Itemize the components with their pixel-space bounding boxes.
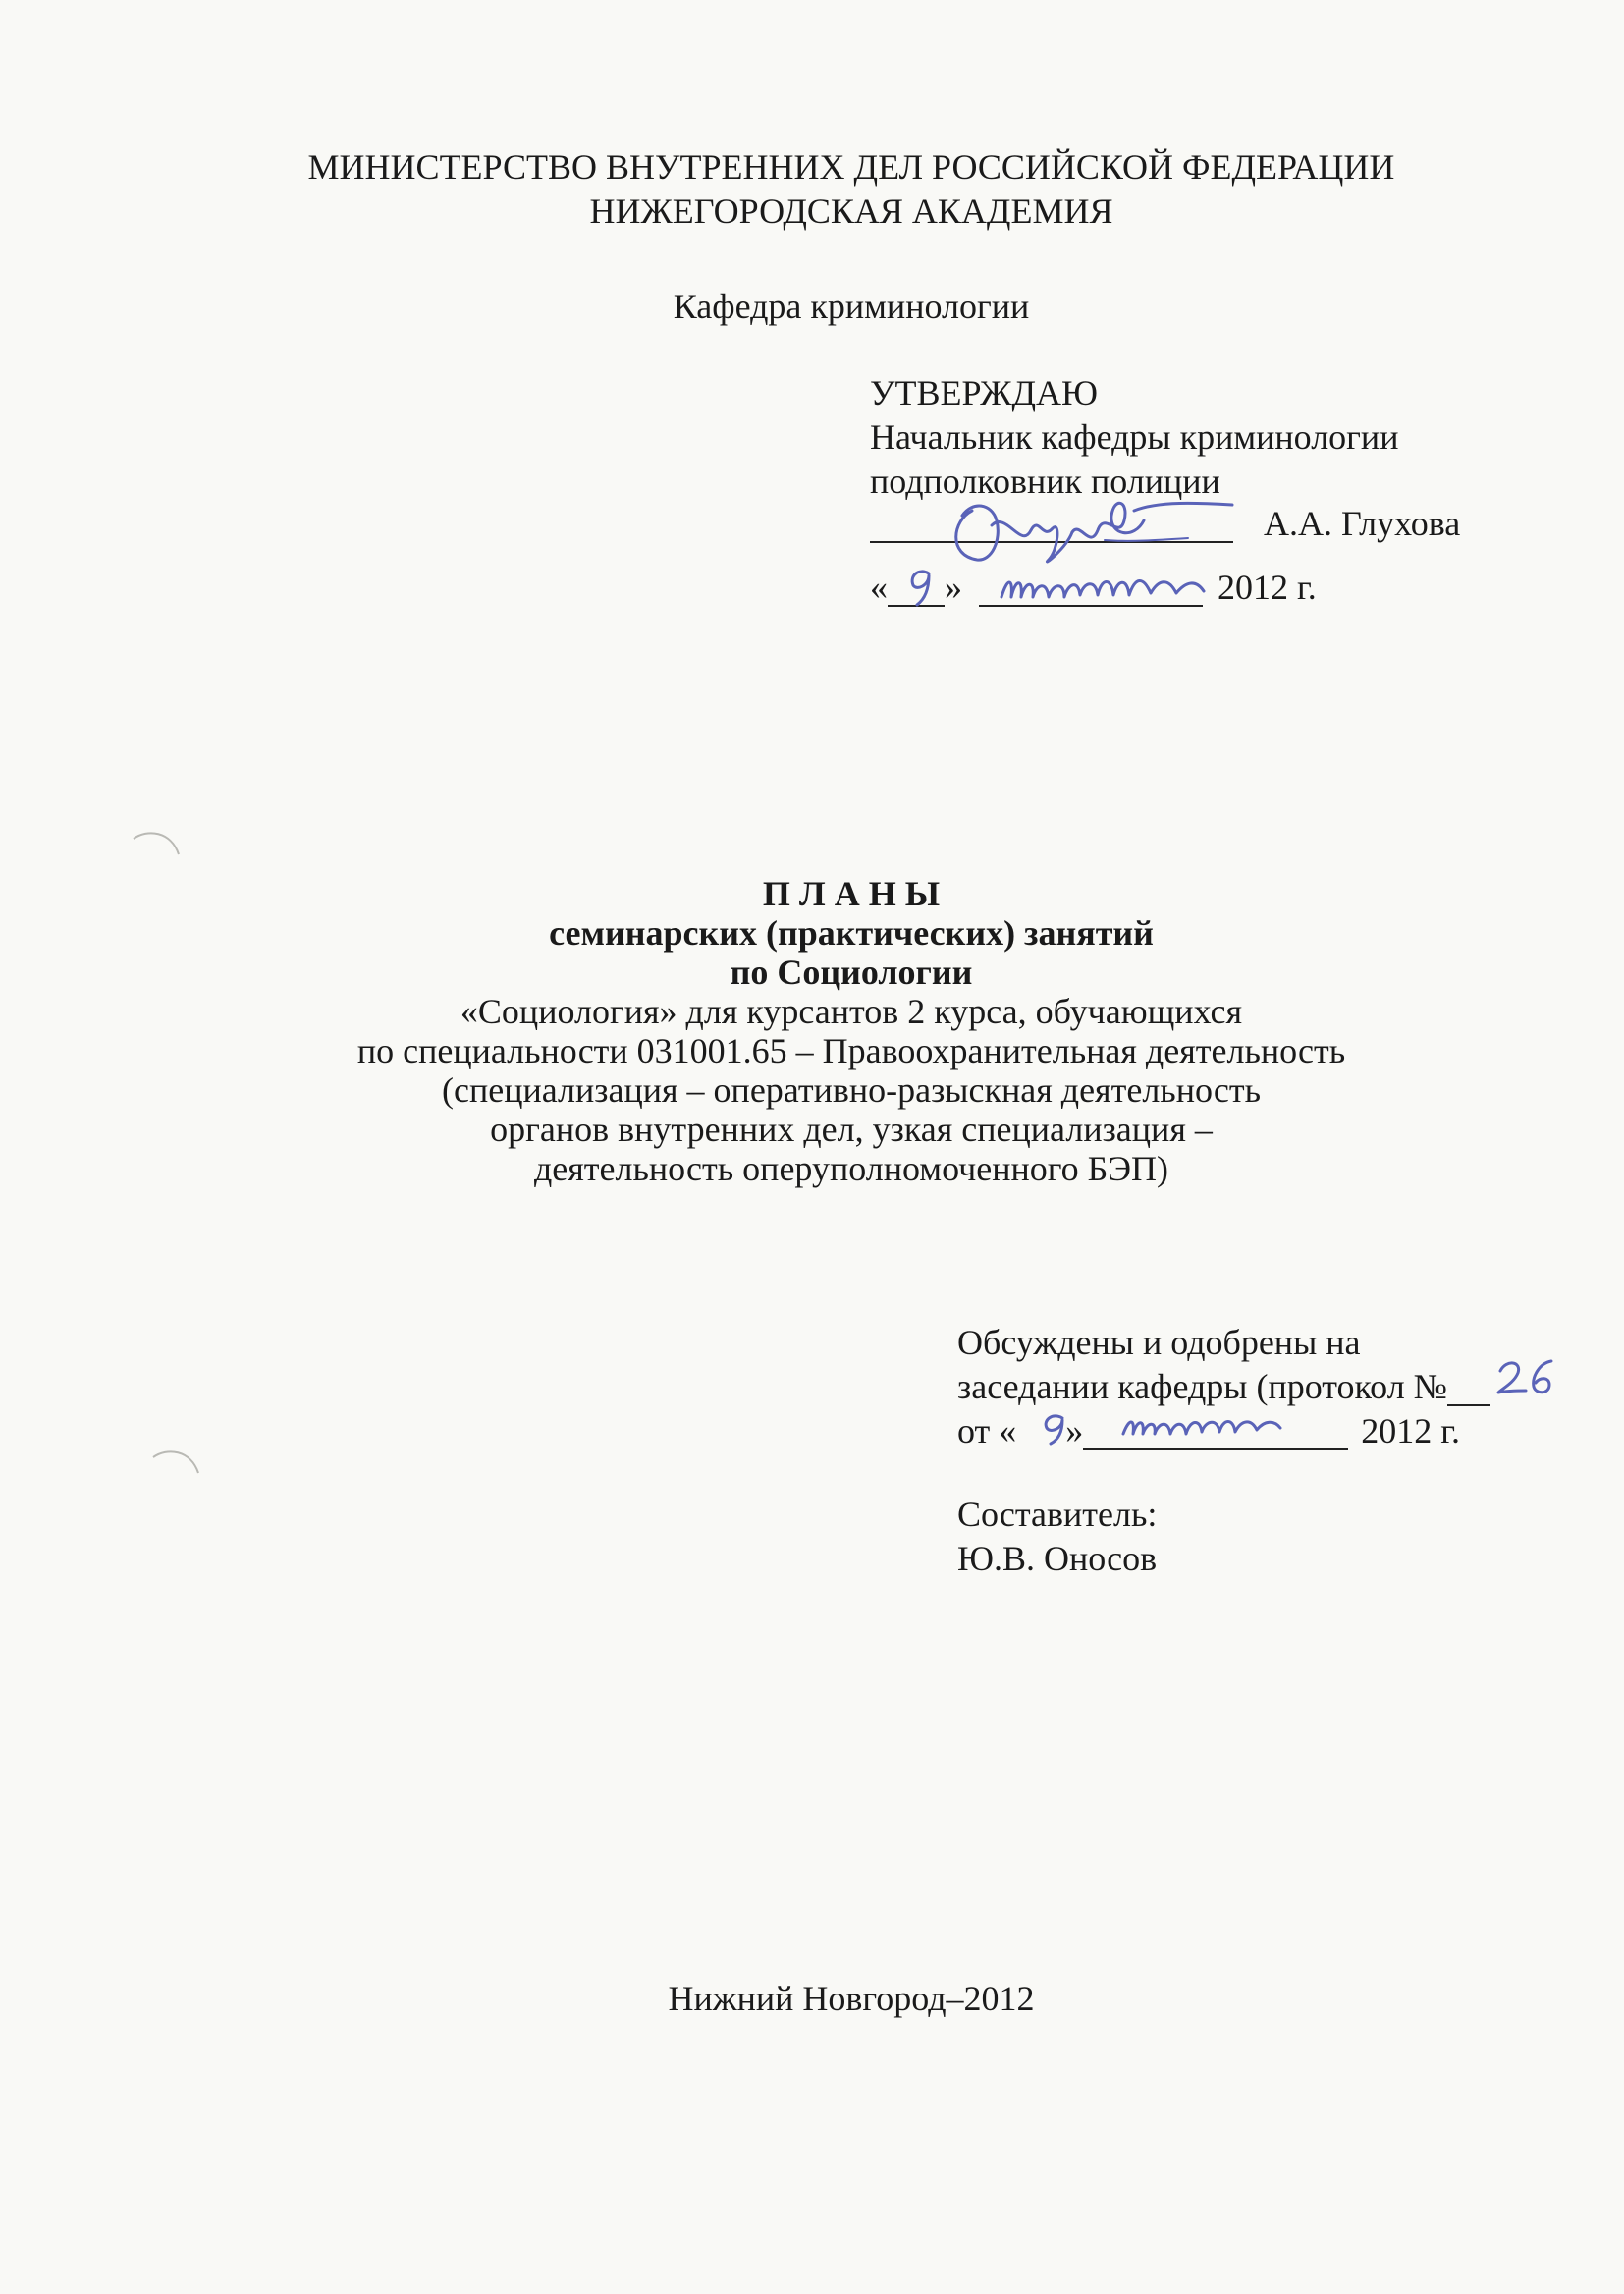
discussion-protocol-text: заседании кафедры (протокол №: [957, 1367, 1448, 1406]
discussion-line-1: Обсуждены и одобрены на: [957, 1323, 1361, 1362]
protocol-number-line: [1447, 1371, 1490, 1406]
plan-subject: по Социологии: [730, 953, 973, 992]
punch-hole-mark-bottom: [147, 1444, 206, 1483]
handwritten-signature: [933, 481, 1247, 574]
academy-heading: НИЖЕГОРОДСКАЯ АКАДЕМИЯ: [589, 191, 1113, 231]
approver-position: Начальник кафедры криминологии: [870, 417, 1399, 457]
plan-title: П Л А Н Ы: [762, 874, 941, 913]
author-name: Ю.В. Оносов: [957, 1539, 1158, 1578]
department-name: Кафедра криминологии: [673, 287, 1030, 326]
ministry-heading: МИНИСТЕРСТВО ВНУТРЕННИХ ДЕЛ РОССИЙСКОЙ ФЕДЕРАЦИИ: [307, 147, 1395, 187]
discussion-date-mid: »: [1065, 1411, 1084, 1450]
approval-date-close-quote: »: [945, 568, 962, 607]
discussion-line-2: [957, 1367, 1490, 1406]
handwritten-approval-day: [897, 562, 947, 611]
handwritten-approval-month: [996, 568, 1212, 611]
discussion-date-prefix: от «: [957, 1411, 1017, 1450]
discussion-year: 2012 г.: [1361, 1411, 1460, 1450]
plan-line-5: деятельность оперуполномоченного БЭП): [533, 1149, 1169, 1188]
plan-block: [0, 874, 1624, 1188]
plan-subtitle: семинарских (практических) занятий: [549, 913, 1154, 953]
approval-date-open-quote: «: [870, 568, 888, 607]
author-label: Составитель:: [957, 1495, 1158, 1534]
plan-line-4: органов внутренних дел, узкая специализация –: [490, 1110, 1213, 1149]
punch-hole-mark-top: [128, 825, 187, 864]
city-year: Нижний Новгород–2012: [668, 1979, 1035, 2018]
approver-rank: подполковник полиции: [870, 462, 1220, 501]
handwritten-discussion-month: [1119, 1408, 1286, 1447]
approver-name: А.А. Глухова: [1264, 504, 1461, 543]
handwritten-discussion-day: [1033, 1406, 1076, 1449]
plan-line-2: по специальности 031001.65 – Правоохранительная деятельность: [356, 1031, 1346, 1070]
approval-year: 2012 г.: [1218, 568, 1317, 607]
plan-line-1: «Социология» для курсантов 2 курса, обучающихся: [460, 992, 1243, 1031]
approval-title: УТВЕРЖДАЮ: [870, 373, 1099, 412]
plan-line-3: (специализация – оперативно-разыскная деятельность: [442, 1070, 1261, 1110]
handwritten-protocol-number: [1492, 1353, 1561, 1402]
